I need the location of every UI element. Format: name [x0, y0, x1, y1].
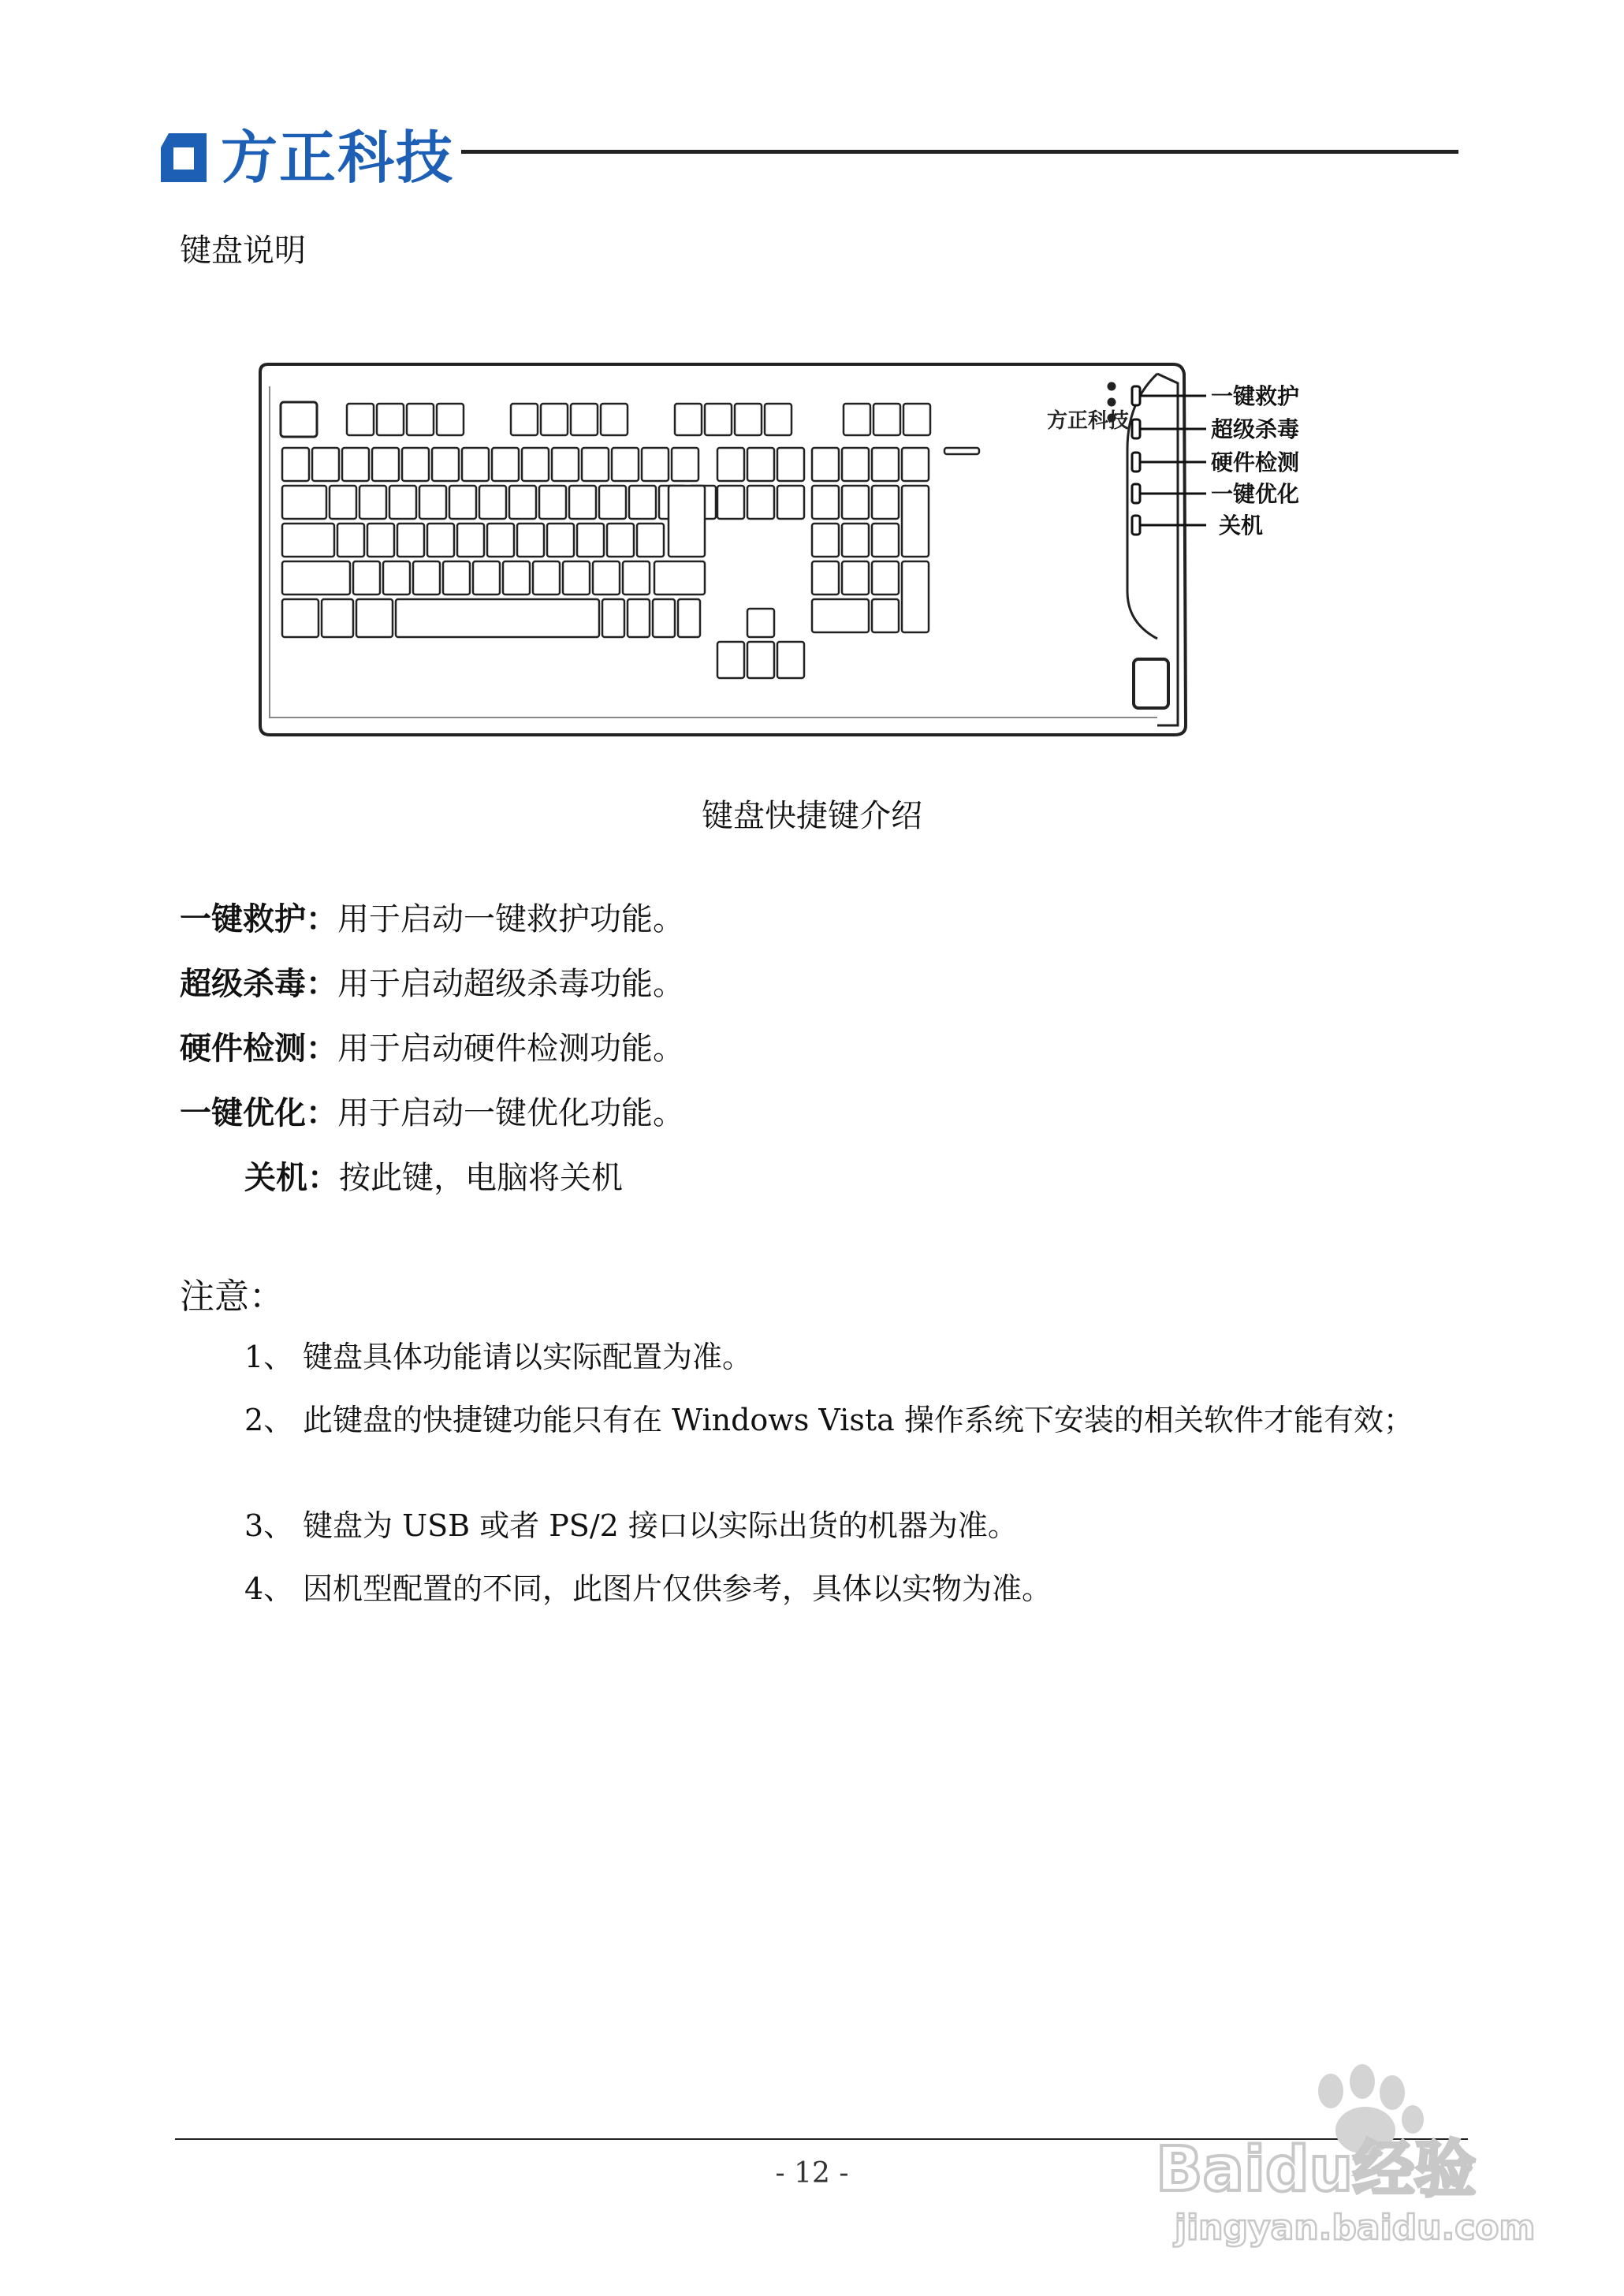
- feature-desc: 按此键，电脑将关机: [339, 1160, 623, 1196]
- keyboard-key: [902, 561, 929, 632]
- keyboard-key: [563, 561, 590, 594]
- keyboard-key: [873, 404, 900, 435]
- keyboard-key: [717, 642, 744, 678]
- keyboard-key: [517, 524, 544, 557]
- watermark-url: jingyan.baidu.com: [1175, 2208, 1536, 2248]
- baidu-watermark: [1135, 2050, 1545, 2255]
- keyboard-key: [654, 561, 705, 594]
- callout-label: 一键优化: [1211, 481, 1300, 507]
- keyboard-key: [623, 561, 650, 594]
- note-number: 1、: [244, 1340, 294, 1374]
- keyboard-key: [672, 448, 698, 481]
- keyboard-key: [389, 486, 416, 519]
- keyboard-key: [902, 486, 929, 557]
- keyboard-key: [539, 486, 566, 519]
- keyboard-key: [337, 524, 364, 557]
- feature-desc: 用于启动一键救护功能。: [337, 901, 684, 937]
- keyboard-key: [571, 404, 598, 435]
- keyboard-key: [628, 599, 650, 637]
- keyboard-key: [541, 404, 568, 435]
- keyboard-key: [402, 448, 429, 481]
- logo-text: 方正科技: [221, 125, 455, 191]
- keyboard-keys: [282, 404, 979, 678]
- keyboard-key: [675, 404, 702, 435]
- keyboard-key: [747, 609, 774, 637]
- note-item: [244, 1334, 1474, 1380]
- keyboard-key: [599, 486, 626, 519]
- notes-heading: 注意：: [180, 1277, 284, 1317]
- hotkey-button: [1132, 453, 1140, 472]
- keyboard-key: [777, 642, 804, 678]
- keyboard-key: [427, 524, 454, 557]
- keyboard-key: [407, 404, 434, 435]
- keyboard-key: [443, 561, 470, 594]
- callout-label: 硬件检测: [1211, 449, 1300, 475]
- keyboard-key: [872, 599, 899, 632]
- keyboard-key: [872, 448, 899, 481]
- keyboard-key: [547, 524, 574, 557]
- feature-desc: 用于启动硬件检测功能。: [337, 1031, 684, 1067]
- keyboard-key: [842, 561, 869, 594]
- keyboard-key: [457, 524, 484, 557]
- keyboard-key: [462, 448, 489, 481]
- keyboard-key: [842, 524, 869, 557]
- feature-desc: 用于启动超级杀毒功能。: [337, 966, 684, 1002]
- feature-term: 一键救护：: [180, 901, 337, 937]
- keyboard-key: [396, 599, 599, 637]
- note-item: [244, 1566, 1474, 1612]
- keyboard-key: [717, 486, 744, 519]
- header-rule: [461, 150, 1458, 154]
- feature-term: 关机：: [244, 1160, 339, 1196]
- keyboard-key: [330, 486, 356, 519]
- founder-logo-icon: [158, 130, 210, 185]
- keyboard-key: [413, 561, 440, 594]
- keyboard-key: [844, 404, 870, 435]
- keyboard-key: [669, 486, 705, 557]
- feature-shutdown: [244, 1156, 623, 1200]
- keyboard-key: [577, 524, 604, 557]
- keyboard-key: [282, 486, 326, 519]
- feature-term: 硬件检测：: [180, 1031, 337, 1067]
- feature-antivirus: [180, 962, 684, 1006]
- keyboard-key: [449, 486, 476, 519]
- keyboard-key: [903, 404, 930, 435]
- keyboard-key: [612, 448, 639, 481]
- keyboard-key: [812, 486, 839, 519]
- keyboard-key: [282, 561, 350, 594]
- keyboard-key: [777, 448, 804, 481]
- keyboard-key: [397, 524, 424, 557]
- note-text: 此键盘的快捷键功能只有在 Windows Vista 操作系统下安装的相关软件才能有效；: [303, 1403, 1414, 1437]
- feature-desc: 用于启动一键优化功能。: [337, 1095, 684, 1131]
- keyboard-key: [552, 448, 579, 481]
- note-item: [244, 1503, 1474, 1549]
- keyboard-key: [377, 404, 404, 435]
- keyboard-key: [593, 561, 620, 594]
- keyboard-key: [479, 486, 506, 519]
- keyboard-figure: [251, 355, 1339, 749]
- keyboard-key: [322, 599, 353, 637]
- hotkey-button: [1132, 386, 1140, 405]
- keyboard-key: [509, 486, 536, 519]
- keyboard-key: [367, 524, 394, 557]
- note-text: 键盘具体功能请以实际配置为准。: [303, 1340, 753, 1374]
- feature-hardware-check: [180, 1027, 684, 1071]
- keyboard-key: [637, 524, 664, 557]
- keyboard-key: [582, 448, 609, 481]
- keyboard-key: [511, 404, 538, 435]
- note-number: 4、: [244, 1571, 294, 1606]
- keyboard-key: [747, 448, 774, 481]
- keyboard-key: [944, 448, 979, 454]
- feature-rescue: [180, 897, 684, 941]
- figure-caption: 键盘快捷键介绍: [702, 798, 922, 834]
- keyboard-key: [842, 448, 869, 481]
- hotkey-button: [1132, 419, 1140, 438]
- keyboard-key: [872, 524, 899, 557]
- note-item: [244, 1397, 1474, 1443]
- note-number: 3、: [244, 1508, 294, 1543]
- keyboard-key: [487, 524, 514, 557]
- note-number: 2、: [244, 1403, 294, 1437]
- keyboard-key: [533, 561, 560, 594]
- keyboard-key: [569, 486, 596, 519]
- keyboard-key: [347, 404, 374, 435]
- keyboard-key: [705, 404, 732, 435]
- keyboard-key: [629, 486, 656, 519]
- keyboard-key: [872, 486, 899, 519]
- keyboard-key: [872, 561, 899, 594]
- keyboard-key: [735, 404, 762, 435]
- note-text: 键盘为 USB 或者 PS/2 接口以实际出货的机器为准。: [303, 1508, 1018, 1543]
- section-title: 键盘说明: [180, 233, 306, 269]
- keyboard-key: [437, 404, 464, 435]
- keyboard-key: [282, 599, 318, 637]
- watermark-title: Baidu经验: [1156, 2134, 1477, 2205]
- feature-term: 一键优化：: [180, 1095, 337, 1131]
- keyboard-key: [356, 599, 393, 637]
- keyboard-key: [503, 561, 530, 594]
- callout-label: 关机: [1219, 512, 1264, 539]
- keyboard-key: [747, 642, 774, 678]
- keyboard-key: [602, 599, 624, 637]
- keyboard-key: [902, 448, 929, 481]
- keyboard-key: [419, 486, 446, 519]
- keyboard-key: [653, 599, 675, 637]
- keyboard-key: [812, 561, 839, 594]
- note-text: 因机型配置的不同，此图片仅供参考，具体以实物为准。: [303, 1571, 1052, 1606]
- keyboard-key: [642, 448, 669, 481]
- company-logo: [158, 118, 454, 197]
- keyboard-key: [432, 448, 459, 481]
- keyboard-key: [678, 599, 700, 637]
- keyboard-key: [353, 561, 380, 594]
- keyboard-key: [473, 561, 500, 594]
- keyboard-key: [342, 448, 369, 481]
- callout-label: 超级杀毒: [1211, 416, 1300, 442]
- keyboard-key: [522, 448, 549, 481]
- hotkey-button: [1132, 484, 1140, 503]
- keyboard-key: [842, 486, 869, 519]
- hotkey-callouts: [1132, 383, 1299, 539]
- feature-optimize: [180, 1091, 684, 1135]
- keyboard-brand-label: 方正科技: [1047, 409, 1130, 433]
- keyboard-key: [812, 448, 839, 481]
- keyboard-key: [492, 448, 519, 481]
- keyboard-key: [601, 404, 628, 435]
- hotkey-button: [1132, 516, 1140, 535]
- keyboard-key: [372, 448, 399, 481]
- keyboard-key: [812, 599, 869, 632]
- keyboard-key: [359, 486, 386, 519]
- keyboard-key: [777, 486, 804, 519]
- keyboard-key: [383, 561, 410, 594]
- keyboard-key: [765, 404, 792, 435]
- keyboard-key: [747, 486, 774, 519]
- keyboard-key: [717, 448, 744, 481]
- keyboard-key: [312, 448, 339, 481]
- feature-term: 超级杀毒：: [180, 966, 337, 1002]
- keyboard-key: [812, 524, 839, 557]
- keyboard-key: [607, 524, 634, 557]
- callout-label: 一键救护: [1211, 383, 1300, 409]
- keyboard-key: [282, 448, 309, 481]
- keyboard-key: [282, 524, 334, 557]
- page-number: - 12 -: [775, 2157, 849, 2190]
